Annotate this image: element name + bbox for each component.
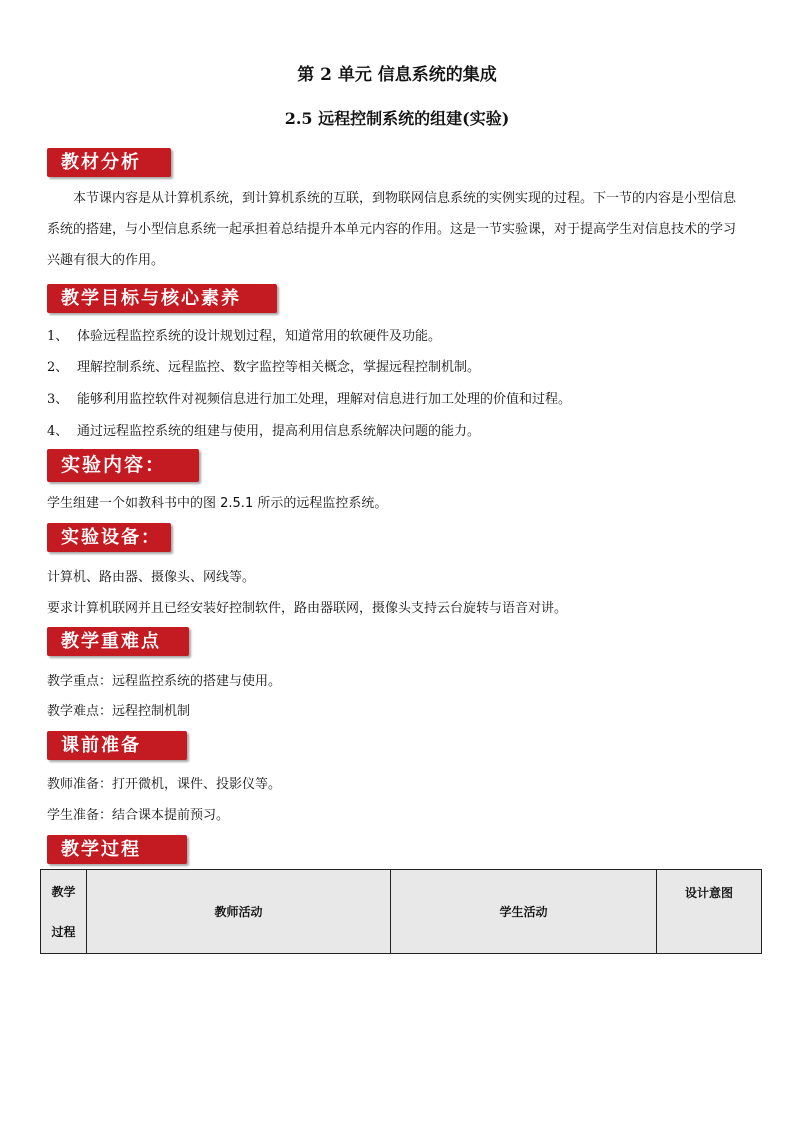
teacher-preparation: 教师准备：打开微机，课件、投影仪等。	[47, 777, 282, 792]
section-heading-objectives: 教学目标与核心素养	[47, 284, 277, 313]
objective-item	[47, 388, 757, 407]
equipment-list: 计算机、路由器、摄像头、网线等。	[47, 570, 256, 585]
teaching-process-table	[40, 869, 762, 954]
section-heading-analysis: 教材分析	[47, 148, 171, 177]
lesson-title: 2.5 远程控制系统的组建(实验)	[284, 109, 510, 128]
experiment-text: 学生组建一个如教科书中的图 2.5.1 所示的远程监控系统。	[47, 496, 388, 511]
student-preparation: 学生准备：结合课本提前预习。	[47, 808, 230, 823]
table-header-row	[41, 870, 762, 954]
objective-number: 2、	[47, 360, 69, 375]
header-process-line2: 过程	[51, 924, 76, 939]
key-point-difficulty: 教学难点：远程控制机制	[47, 704, 191, 719]
objective-item	[47, 325, 757, 344]
objective-text: 通过远程监控系统的组建与使用，提高利用信息系统解决问题的能力。	[77, 424, 481, 439]
objective-item	[47, 356, 757, 375]
objective-number: 1、	[47, 329, 69, 344]
header-cell-process	[41, 870, 87, 954]
objective-text: 体验远程监控系统的设计规划过程，知道常用的软硬件及功能。	[77, 329, 442, 344]
objective-text: 理解控制系统、远程监控、数字监控等相关概念，掌握远程控制机制。	[77, 360, 481, 375]
section-heading-experiment: 实验内容：	[47, 449, 199, 482]
equipment-requirements: 要求计算机联网并且已经安装好控制软件，路由器联网，摄像头支持云台旋转与语音对讲。	[47, 601, 568, 616]
section-heading-process: 教学过程	[47, 835, 187, 864]
header-process-line1: 教学	[51, 884, 76, 899]
header-cell-teacher-activity: 教师活动	[87, 870, 391, 954]
section-heading-equipment: 实验设备：	[47, 523, 171, 552]
unit-title: 第 2 单元 信息系统的集成	[297, 65, 497, 85]
objective-item	[47, 420, 757, 439]
header-cell-design-intent: 设计意图	[657, 870, 762, 954]
analysis-paragraph: 本节课内容是从计算机系统，到计算机系统的互联，到物联网信息系统的实例实现的过程。下一节的内容是小型信息系统的搭建，与小型信息系统一起承担着总结提升本单元内容的作用。这是一节实验课，对于提高学生对信息技术的学习兴趣有很大的作用。	[47, 191, 737, 268]
section-heading-preparation: 课前准备	[47, 731, 187, 760]
objective-number: 3、	[47, 392, 69, 407]
objective-text: 能够利用监控软件对视频信息进行加工处理，理解对信息进行加工处理的价值和过程。	[77, 392, 572, 407]
header-cell-student-activity: 学生活动	[391, 870, 657, 954]
key-point-focus: 教学重点：远程监控系统的搭建与使用。	[47, 674, 282, 689]
objective-number: 4、	[47, 424, 69, 439]
section-heading-key-points: 教学重难点	[47, 627, 189, 656]
